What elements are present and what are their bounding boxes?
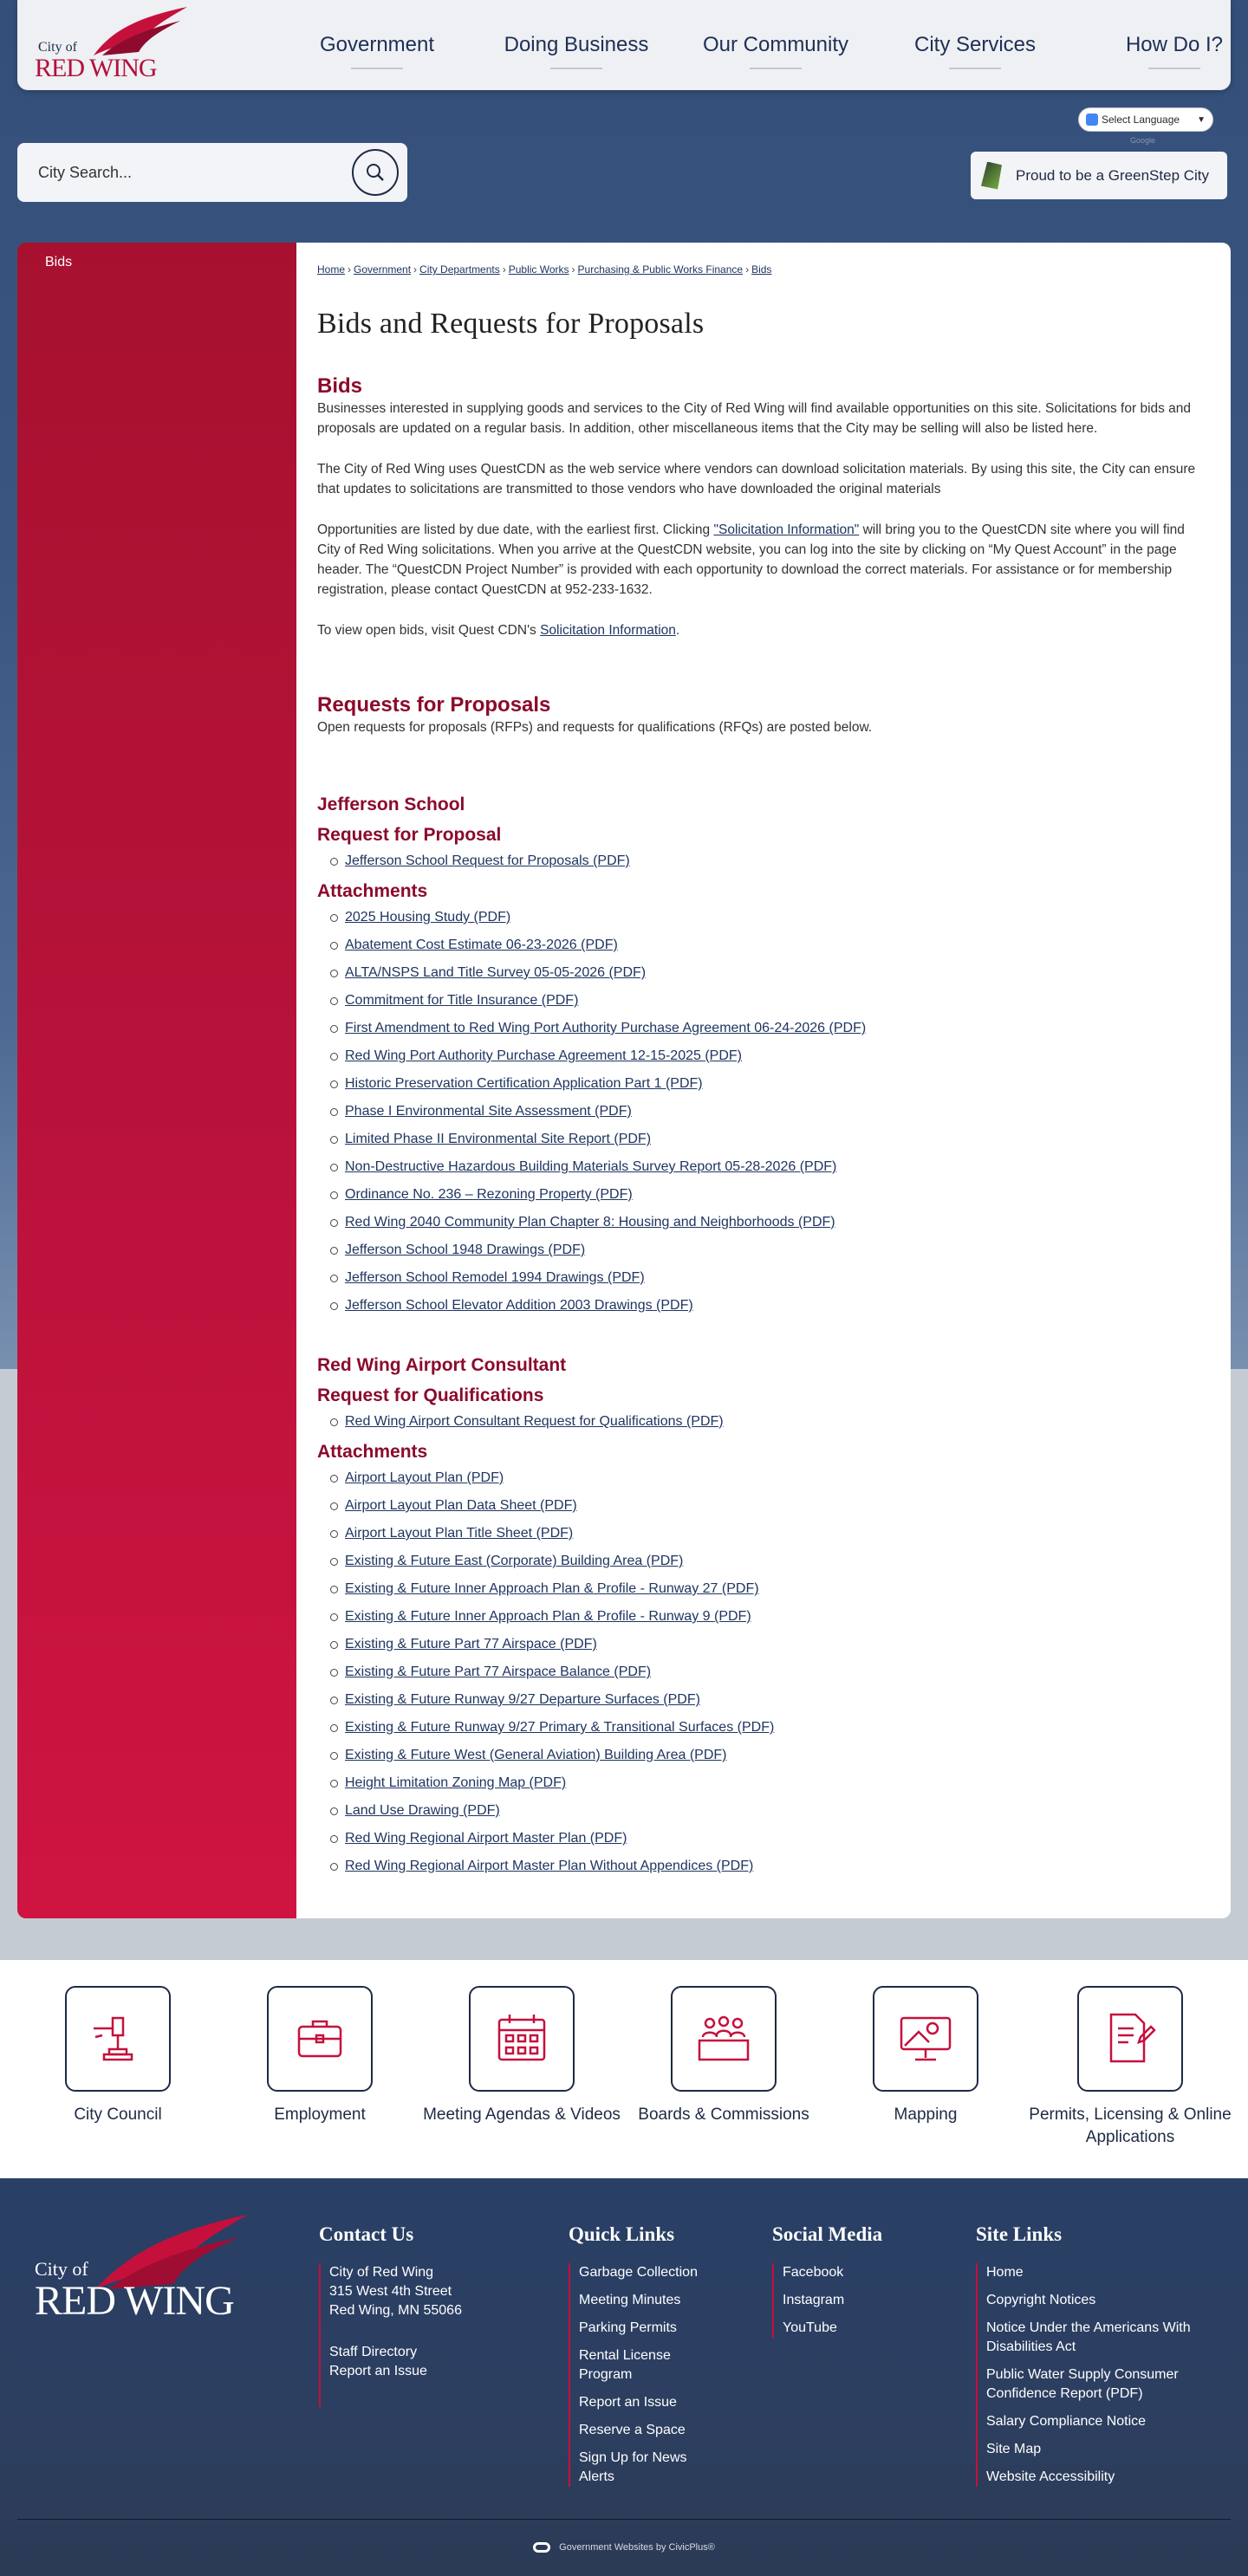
list-item [345,1856,774,1884]
breadcrumb-city-departments[interactable]: City Departments [419,263,500,276]
breadcrumb-government[interactable]: Government [354,263,412,276]
footer-logo[interactable] [35,2213,251,2326]
pdf-link[interactable]: Existing & Future Runway 9/27 Departure Surfaces (PDF) [345,1692,700,1707]
nav-label: How Do I? [1125,33,1224,56]
language-select[interactable] [1078,107,1213,132]
airport-attachments-list [345,1468,774,1884]
bids-paragraph-3 [317,520,1196,600]
list-item [345,1551,774,1579]
footer-address-city: Red Wing, MN 55066 [329,2303,462,2318]
nav-underline [949,68,1001,69]
main-nav [277,0,1248,90]
breadcrumb-separator: › [571,263,575,276]
footer-staff-directory-link[interactable]: Staff Directory [329,2345,418,2359]
footer-site-links [976,2223,1236,2495]
civicplus-label: Government Websites by CivicPlus® [559,2542,715,2553]
list-item [345,1606,774,1634]
list-item [345,1184,866,1212]
breadcrumb-separator: › [348,263,352,276]
nav-our-community[interactable] [676,0,875,90]
pdf-link[interactable]: Limited Phase II Environmental Site Report (PDF) [345,1132,652,1146]
footer-contact [319,2223,527,2407]
pdf-link[interactable]: Airport Layout Plan Data Sheet (PDF) [345,1498,577,1513]
nav-city-services[interactable] [875,0,1075,90]
quick-link-box [873,1986,978,2092]
breadcrumb-separator: › [502,263,506,276]
list-item [345,1801,774,1828]
list-item [345,1579,774,1606]
briefcase-icon [292,2011,348,2067]
breadcrumb-separator: › [413,263,418,276]
nav-label: Government [319,33,435,56]
city-logo[interactable] [33,5,194,81]
footer-link[interactable]: Website Accessibility [986,2469,1115,2484]
quick-link-box [671,1986,777,2092]
list-item [345,1468,774,1496]
list-item [345,1662,774,1690]
footer-link[interactable]: Instagram [783,2293,845,2307]
quick-link-label: Permits, Licensing & Online Applications [1029,2106,1232,2146]
pdf-link[interactable]: Existing & Future East (Corporate) Building Area (PDF) [345,1554,684,1568]
pdf-link[interactable]: Existing & Future Inner Approach Plan & Profile - Runway 9 (PDF) [345,1609,751,1624]
list-item [345,1523,774,1551]
pdf-link[interactable]: Existing & Future Inner Approach Plan & Profile - Runway 27 (PDF) [345,1581,759,1596]
footer-link[interactable]: Meeting Minutes [579,2293,681,2307]
pdf-link[interactable]: Red Wing Port Authority Purchase Agreement 12-15-2025 (PDF) [345,1048,742,1063]
list-item [345,1411,724,1439]
group-icon [696,2011,751,2067]
list-item [345,1295,866,1323]
list-item [345,1268,866,1295]
quick-link-box [1077,1986,1183,2092]
pdf-link[interactable]: Ordinance No. 236 – Rezoning Property (PDF) [345,1187,633,1202]
list-item [345,1212,866,1240]
footer-site-links-heading: Site Links [976,2223,1063,2245]
pdf-link[interactable]: Existing & Future Part 77 Airspace (PDF) [345,1637,597,1651]
list-item [345,1129,866,1157]
text: . [675,623,680,638]
list-item [345,1773,774,1801]
search-input[interactable] [38,159,333,186]
search-icon [365,162,386,183]
footer-address-name: City of Red Wing [329,2265,434,2280]
footer-link[interactable]: YouTube [783,2320,837,2335]
pdf-link[interactable]: Non-Destructive Hazardous Building Materials Survey Report 05-28-2026 (PDF) [345,1159,837,1174]
pdf-link[interactable]: Height Limitation Zoning Map (PDF) [345,1775,567,1790]
pdf-link[interactable]: Red Wing Regional Airport Master Plan (PDF) [345,1831,627,1846]
bids-paragraph-1: Businesses interested in supplying goods and services to the City of Red Wing will find available opportunities on this site. Solicitations for bids and proposals are updated on a regular basis. In addition, other miscellaneous items that the City may be selling will also be listed here. [317,401,1192,436]
pdf-link[interactable]: Abatement Cost Estimate 06-23-2026 (PDF) [345,938,618,952]
footer-quick-links [569,2223,716,2495]
document-pen-icon [1102,2011,1158,2067]
nav-underline [1148,68,1200,69]
pdf-link[interactable]: Historic Preservation Certification Application Part 1 (PDF) [345,1076,703,1091]
list-item [345,1828,774,1856]
footer-divider [17,2519,1231,2520]
list-item [345,1157,866,1184]
pdf-link[interactable]: Phase I Environmental Site Assessment (PDF) [345,1104,632,1119]
map-monitor-icon [898,2011,953,2067]
site-header [17,0,1231,90]
pdf-link[interactable]: ALTA/NSPS Land Title Survey 05-05-2026 (PDF) [345,965,647,980]
pdf-link[interactable]: Existing & Future West (General Aviation) Building Area (PDF) [345,1748,727,1762]
breadcrumb-bids[interactable]: Bids [751,263,772,276]
quick-link-mapping[interactable] [824,1986,1027,2126]
list-item [345,1745,774,1773]
greenstep-link[interactable] [971,152,1227,199]
chevron-down-icon: ▼ [1197,114,1206,125]
footer-link[interactable]: Parking Permits [579,2320,677,2335]
pdf-link[interactable]: Red Wing 2040 Community Plan Chapter 8: Housing and Neighborhoods (PDF) [345,1215,835,1230]
bids-heading: Bids [317,374,363,398]
jefferson-request-heading: Request for Proposal [317,825,502,845]
quick-link-label: Mapping [894,2106,958,2124]
nav-label: City Services [913,33,1037,56]
wing-icon [85,5,189,57]
site-search [17,143,407,202]
list-item [345,990,866,1018]
pdf-link[interactable]: Existing & Future Runway 9/27 Primary & Transitional Surfaces (PDF) [345,1720,775,1735]
footer-site-links-list [976,2263,1236,2487]
footer-link[interactable]: Rental License Program [579,2348,671,2382]
nav-label: Our Community [702,33,849,56]
footer-link[interactable]: Salary Compliance Notice [986,2414,1147,2429]
nav-label: Doing Business [504,33,649,56]
pdf-link[interactable]: Airport Layout Plan (PDF) [345,1470,504,1485]
greenstep-icon [981,162,1002,190]
breadcrumb-purchasing[interactable]: Purchasing & Public Works Finance [577,263,744,276]
bids-section [317,374,1196,661]
sidebar [17,243,296,1918]
site-footer [0,2178,1248,2576]
jefferson-attachments-heading: Attachments [317,881,428,901]
list-item [345,1240,866,1268]
footer-social-media [772,2223,920,2346]
footer-link[interactable]: Sign Up for News Alerts [579,2450,687,2484]
pdf-link[interactable]: Existing & Future Part 77 Airspace Balance (PDF) [345,1664,652,1679]
breadcrumb [317,263,771,276]
language-select-label: Select Language [1102,114,1180,126]
quick-link-label: Meeting Agendas & Videos [423,2106,621,2124]
nav-government[interactable] [277,0,477,90]
footer-social-heading: Social Media [772,2223,883,2245]
list-item [345,1101,866,1129]
footer-link[interactable]: Site Map [986,2442,1042,2456]
pdf-link[interactable]: Airport Layout Plan Title Sheet (PDF) [345,1526,574,1541]
list-item [345,963,866,990]
civicplus-credit[interactable] [0,2542,1248,2553]
footer-address-street: 315 West 4th Street [329,2284,452,2299]
pdf-link[interactable]: Jefferson School Remodel 1994 Drawings (PDF) [345,1270,645,1285]
list-item [345,1074,866,1101]
search-button[interactable] [352,149,399,196]
greenstep-label: Proud to be a GreenStep City [1016,166,1210,184]
jefferson-school-title: Jefferson School [317,795,465,814]
airport-consultant-title: Red Wing Airport Consultant [317,1355,567,1375]
footer-logo-big-text: RED WING [35,2278,234,2324]
pdf-link[interactable]: Red Wing Airport Consultant Request for Qualifications (PDF) [345,1414,724,1429]
calendar-icon [494,2011,549,2067]
quick-link-city-council[interactable] [16,1986,219,2126]
quick-link-box [469,1986,575,2092]
text: Opportunities are listed by due date, with the earliest first. Clicking [317,522,714,537]
footer-logo-small-text: City of [35,2258,88,2280]
footer-link[interactable]: Facebook [783,2265,844,2280]
pdf-link[interactable]: 2025 Housing Study (PDF) [345,910,511,925]
footer-address [329,2263,527,2320]
rfp-section [317,693,1196,758]
pdf-link[interactable]: Commitment for Title Insurance (PDF) [345,993,579,1008]
footer-link[interactable]: Garbage Collection [579,2265,698,2280]
nav-underline [750,68,802,69]
nav-underline [550,68,602,69]
footer-link[interactable]: Reserve a Space [579,2423,686,2437]
gavel-icon [90,2011,146,2067]
list-item [345,1717,774,1745]
quick-link-meeting-agendas[interactable] [420,1986,623,2126]
pdf-link[interactable]: Land Use Drawing (PDF) [345,1803,500,1818]
footer-link[interactable]: Home [986,2265,1024,2280]
bids-paragraph-4 [317,620,1196,640]
pdf-link[interactable]: Red Wing Regional Airport Master Plan Without Appendices (PDF) [345,1859,754,1873]
pdf-link[interactable]: First Amendment to Red Wing Port Authority Purchase Agreement 06-24-2026 (PDF) [345,1021,867,1035]
airport-request-list [345,1411,724,1439]
list-item [345,1018,866,1046]
pdf-link[interactable]: Jefferson School 1948 Drawings (PDF) [345,1243,586,1257]
pdf-link[interactable]: Jefferson School Request for Proposals (PDF) [345,853,630,868]
quick-link-box [267,1986,373,2092]
civicplus-icon [533,2542,550,2553]
page-title: Bids and Requests for Proposals [317,308,705,340]
logo-big-text: RED WING [35,54,157,82]
nav-underline [351,68,403,69]
list-item [345,1496,774,1523]
quick-link-permits[interactable] [1029,1986,1232,2149]
jefferson-attachments-list [345,907,866,1323]
quick-link-label: Employment [274,2106,366,2124]
footer-quick-links-list [569,2263,716,2487]
jefferson-request-list [345,851,630,879]
breadcrumb-separator: › [745,263,750,276]
list-item [345,1046,866,1074]
solicitation-information-link[interactable]: "Solicitation Information" [713,522,860,537]
quick-link-employment[interactable] [218,1986,421,2126]
list-item [345,1690,774,1717]
quick-link-boards-commissions[interactable] [622,1986,825,2126]
solicitation-information-link-2[interactable]: Solicitation Information [540,623,676,638]
bids-paragraph-2: The City of Red Wing uses QuestCDN as the web service where vendors can download solicitation materials. By using this site, the City can ensure that updates to solicitations are transmitted to those vendors who have downloaded the original materials [317,462,1196,496]
footer-link[interactable]: Notice Under the Americans With Disabilities Act [986,2320,1191,2354]
main-content [296,243,1231,1918]
quick-link-label: Boards & Commissions [638,2106,809,2124]
footer-link[interactable]: Copyright Notices [986,2293,1096,2307]
quick-links-band [0,1960,1248,2178]
airport-attachments-heading: Attachments [317,1442,428,1462]
footer-link[interactable]: Public Water Supply Consumer Confidence Report (PDF) [986,2367,1179,2401]
footer-contact-heading: Contact Us [319,2223,414,2245]
google-credit: Google [1130,136,1156,145]
airport-request-heading: Request for Qualifications [317,1385,544,1405]
breadcrumb-home[interactable]: Home [317,263,346,276]
list-item [345,1634,774,1662]
list-item [345,935,866,963]
breadcrumb-public-works[interactable]: Public Works [508,263,569,276]
rfp-intro: Open requests for proposals (RFPs) and requests for qualifications (RFQs) are posted below. [317,720,873,735]
quick-link-label: City Council [74,2106,162,2124]
logo-small-text: City of [38,40,77,55]
sidebar-item-bids[interactable]: Bids [45,255,73,269]
google-translate-icon [1086,114,1098,126]
footer-link[interactable]: Report an Issue [579,2395,677,2410]
text: will bring you to the QuestCDN site where you will find City of Red Wing solicitations. When you arrive at the QuestCDN website, you can log into the site by clicking on “My Quest Account” in the page header. The “QuestCDN Project Number” is provided with each opportunity to download the correct materials. For assistance or for membership registration, please contact QuestCDN at 952-233-1632. [317,522,1185,597]
footer-social-list [772,2263,920,2338]
quick-link-box [65,1986,171,2092]
rfp-heading: Requests for Proposals [317,693,551,717]
nav-how-do-i[interactable] [1075,0,1248,90]
nav-doing-business[interactable] [477,0,676,90]
list-item [345,851,630,879]
footer-report-issue-link[interactable]: Report an Issue [329,2364,427,2378]
footer-quick-links-heading: Quick Links [569,2223,675,2245]
pdf-link[interactable]: Jefferson School Elevator Addition 2003 Drawings (PDF) [345,1298,693,1313]
footer-contact-list [319,2263,527,2407]
text: To view open bids, visit Quest CDN's [317,623,541,638]
list-item [345,907,866,935]
